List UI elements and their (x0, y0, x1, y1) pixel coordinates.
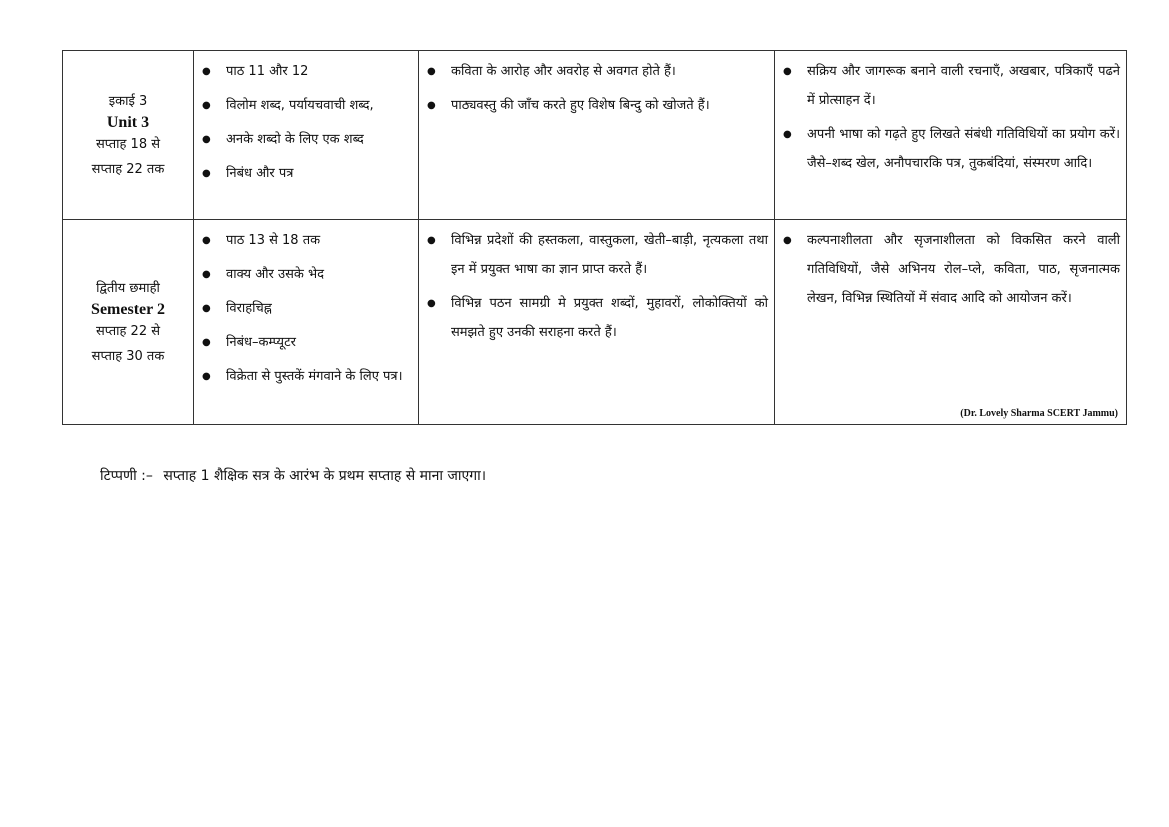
week-from: सप्ताह 22 से (95, 323, 161, 339)
table-row (63, 220, 1127, 425)
list-item: ● वाक्य और उसके भेद (194, 260, 412, 289)
footnote-text: सप्ताह 1 शैक्षिक सत्र के आरंभ के प्रथम सप्ताह से माना जाएगा। (163, 468, 487, 484)
content-cell (194, 51, 419, 220)
list-item: ● कल्पनाशीलता और सृजनाशीलता को विकसित करने वाली गतिविधियों, जैसे अभिनय रोल–प्ले, कविता, पाठ, सृजनात्मक लेखन, विभिन्न स्थितियों में संवाद आदि को आयोजन करें। (775, 226, 1120, 313)
list-item: ● पाठ 13 से 18 तक (194, 226, 412, 255)
outcomes-cell (419, 51, 775, 220)
unit-cell (63, 220, 194, 425)
unit-english: Unit 3 (106, 113, 150, 131)
list-item: ● विक्रेता से पुस्तकें मंगवाने के लिए पत्र। (194, 362, 412, 391)
list-item: ● निबंध और पत्र (194, 159, 412, 188)
list-item: ● सक्रिय और जागरूक बनाने वाली रचनाएँ, अखबार, पत्रिकाएँ पढने में प्रोत्साहन दें। (775, 57, 1120, 115)
unit-hindi: द्वितीय छमाही (96, 280, 160, 296)
content-cell (194, 220, 419, 425)
unit-hindi: इकाई 3 (108, 93, 148, 109)
footnote-label: टिप्पणी :– (100, 468, 153, 484)
list-item: ● कविता के आरोह और अवरोह से अवगत होते हैं। (419, 57, 768, 86)
week-to: सप्ताह 30 तक (91, 348, 165, 364)
unit-cell (63, 51, 194, 220)
list-item: ● पाठ 11 और 12 (194, 57, 412, 86)
list-item: ● विभिन्न पठन सामग्री मे प्रयुक्त शब्दों, मुहावरों, लोकोक्तियों को समझते हुए उनकी सराहना करते हैं। (419, 289, 768, 347)
list-item: ● अनके शब्दो के लिए एक शब्द (194, 125, 412, 154)
syllabus-table (62, 50, 1127, 425)
activities-cell (775, 220, 1127, 425)
list-item: ● अपनी भाषा को गढ़ते हुए लिखते संबंधी गतिविधियों का प्रयोग करें। जैसे–शब्द खेल, अनौपचारकि पत्र, तुकबंदियां, संस्मरण आदि। (775, 120, 1120, 178)
week-from: सप्ताह 18 से (95, 136, 161, 152)
footnote (100, 466, 486, 485)
list-item: ● विलोम शब्द, पर्यायचवाची शब्द, (194, 91, 412, 120)
activities-cell (775, 51, 1127, 220)
list-item: ● विभिन्न प्रदेशों की हस्तकला, वास्तुकला, खेती–बाड़ी, नृत्यकला तथा इन में प्रयुक्त भाषा का ज्ञान प्राप्त करते हैं। (419, 226, 768, 284)
list-item: ● निबंध–कम्प्यूटर (194, 328, 412, 357)
week-to: सप्ताह 22 तक (91, 161, 165, 177)
author-credit: (Dr. Lovely Sharma SCERT Jammu) (960, 408, 1118, 419)
table-row (63, 51, 1127, 220)
outcomes-cell (419, 220, 775, 425)
list-item: ● पाठ्यवस्तु की जाँच करते हुए विशेष बिन्दु को खोजते हैं। (419, 91, 768, 120)
unit-english: Semester 2 (91, 300, 165, 318)
list-item: ● विराहचिह्न (194, 294, 412, 323)
